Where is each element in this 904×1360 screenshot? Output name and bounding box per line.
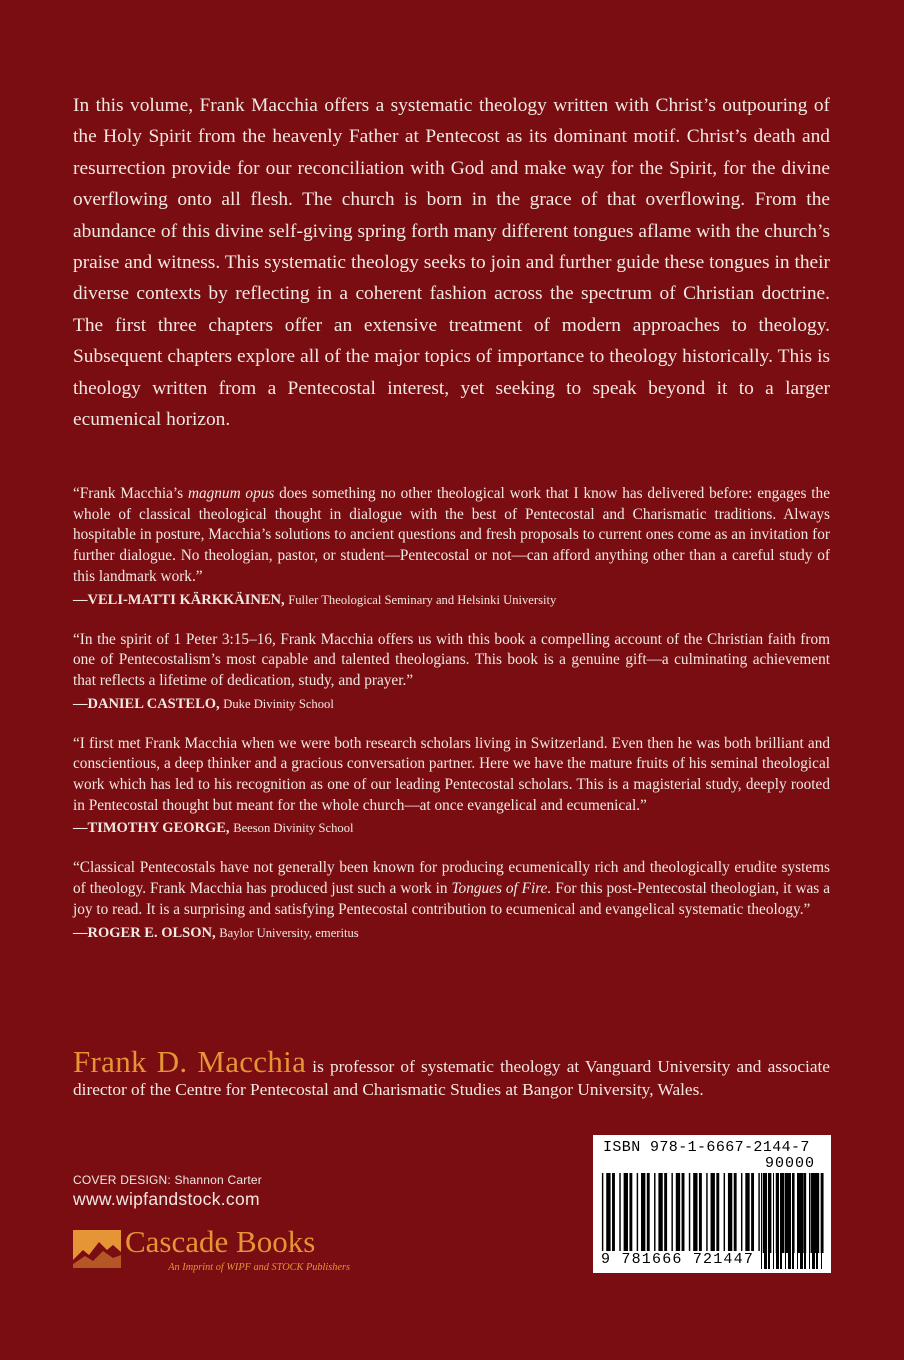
cover-design-credit: COVER DESIGN: Shannon Carter (73, 1173, 263, 1187)
endorsement (73, 734, 830, 839)
endorsement-attribution (73, 923, 830, 943)
endorser-name: —DANIEL CASTELO, (73, 695, 220, 712)
author-name: Frank D. Macchia (73, 1044, 307, 1079)
endorsement-text: “In the spirit of 1 Peter 3:15–16, Frank Macchia offers us with this book a compelling account of the Christian faith from one of Pentecostalism’s most capable and talented theologians. This book is a genuine gift—a culminating achievement that reflects a lifetime of dedication, study, and prayer.” (73, 630, 830, 689)
isbn-barcode (593, 1135, 831, 1273)
endorser-affiliation: Baylor University, emeritus (219, 925, 359, 940)
author-bio (73, 1044, 830, 1101)
isbn-number: ISBN 978-1-6667-2144-7 (603, 1139, 810, 1156)
publisher-logo (73, 1224, 363, 1280)
publisher-tagline: An Imprint of WIPF and STOCK Publishers (168, 1262, 350, 1273)
endorsements (73, 484, 830, 963)
endorser-name: —ROGER E. OLSON, (73, 924, 216, 941)
publisher-url: www.wipfandstock.com (73, 1189, 260, 1209)
price-code: 90000 (765, 1155, 816, 1172)
endorsement-text: “Frank Macchia’s magnum opus does something no other theological work that I know has delivered before: engages the whole of classical theological thought in dialogue with the best of Pentecostal and Charismatic traditions. Always hospitable in posture, Macchia’s solutions to ancient questions and fresh proposals to current ones come as an invitation for further dialogue. No theologian, pastor, or student—Pentecostal or not—can afford anything other than a careful study of this landmark work.” (73, 485, 830, 585)
endorsement-text: “Classical Pentecostals have not generally been known for producing ecumenically rich and theologically erudite systems of theology. Frank Macchia has produced just such a work in Tongues of Fire. For this post-Pentecostal theologian, it was a joy to read. It is a surprising and satisfying Pentecostal contribution to ecumenical and evangelical systematic theology.” (73, 859, 830, 918)
endorsement (73, 484, 830, 610)
author-bio-text: is professor of systematic theology at Vanguard University and associate director of the Centre for Pentecostal and Charismatic Studies at Bangor University, Wales. (73, 1057, 830, 1099)
barcode-digits: 9 781666 721447 (595, 1251, 761, 1268)
endorsement-attribution (73, 590, 830, 610)
endorser-affiliation: Beeson Divinity School (233, 821, 354, 836)
endorser-affiliation: Fuller Theological Seminary and Helsinki University (288, 592, 557, 607)
barcode-addon-bars (759, 1173, 825, 1269)
endorser-name: —TIMOTHY GEORGE, (73, 820, 230, 837)
book-description: In this volume, Frank Macchia offers a systematic theology written with Christ’s outpouring of the Holy Spirit from the heavenly Father at Pentecost as its dominant motif. Christ’s death and resurrection provide for our reconciliation with God and make way for the Spirit, for the divine overflowing onto all flesh. The church is born in the grace of that overflowing. From the abundance of this divine self-giving spring forth many different tongues aflame with the church’s praise and witness. This systematic theology seeks to join and further guide these tongues in their diverse contexts by reflecting in a coherent fashion across the spectrum of Christian doctrine. The first three chapters offer an extensive treatment of modern approaches to theology. Subsequent chapters explore all of the major topics of importance to theology historically. This is theology written from a Pentecostal interest, yet seeking to speak beyond it to a larger ecumenical horizon. (73, 95, 830, 431)
endorsement-attribution (73, 694, 830, 714)
endorsement (73, 858, 830, 942)
endorser-name: —VELI-MATTI KÄRKKÄINEN, (73, 591, 285, 608)
endorsement (73, 630, 830, 714)
credits (73, 1173, 262, 1210)
endorser-affiliation: Duke Divinity School (223, 696, 334, 711)
endorsement-attribution (73, 818, 830, 838)
publisher-name: Cascade Books (125, 1224, 316, 1259)
endorsement-text: “I first met Frank Macchia when we were both research scholars living in Switzerland. Even then he was both brilliant and conscientious, a deep thinker and a gracious conversation partner. Here we have the mature fruits of his seminal theological work which has led to his recognition as one of our leading Pentecostal scholars. This is a magisterial study, deeply rooted in Pentecostal thought but meant for the whole church—at once evangelical and ecumenical.” (73, 734, 830, 814)
